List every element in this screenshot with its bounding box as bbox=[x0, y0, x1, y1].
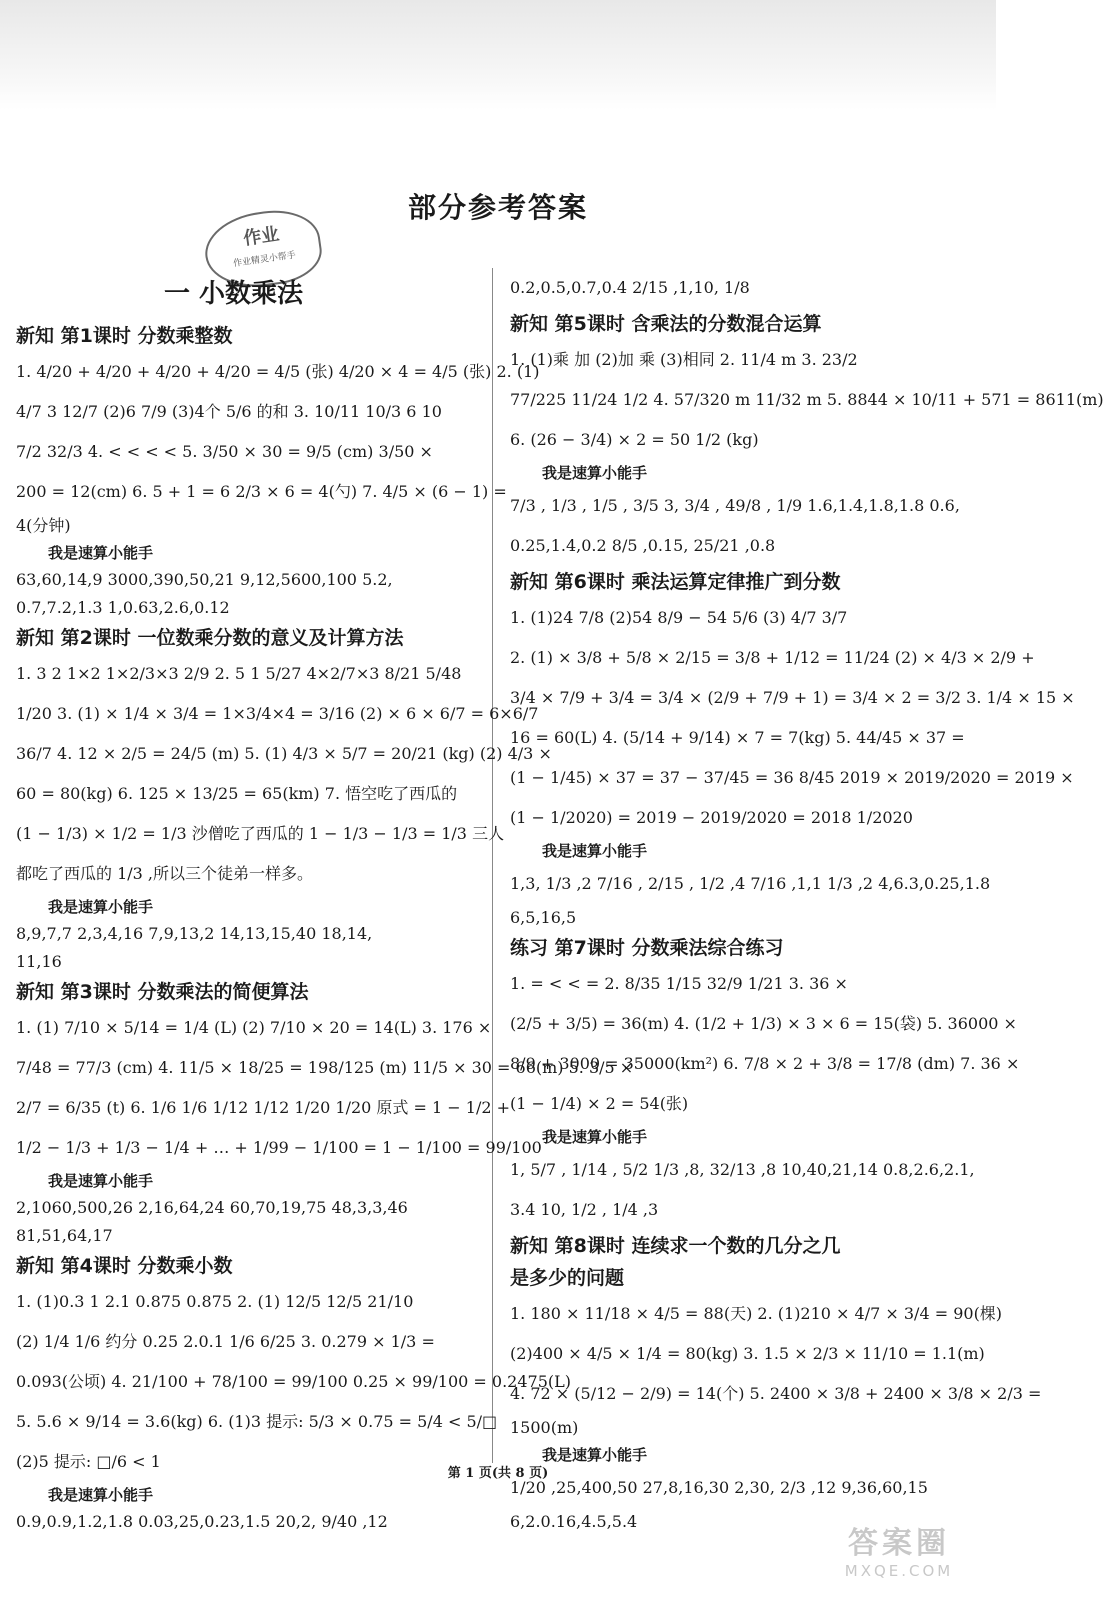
page-title: 部分参考答案 bbox=[407, 191, 588, 224]
answer-line: 1. (1)乘 加 (2)加 乘 (3)相同 2. 11/4 m 3. 23/2 bbox=[510, 350, 858, 369]
answer-line: 0.25,1.4,0.2 8/5 ,0.15, 25/21 ,0.8 bbox=[510, 536, 776, 555]
answer-line: 4. 72 × (5/12 − 2/9) = 14(个) 5. 2400 × 3/8 + 2400 × 3/8 × 2/3 = bbox=[510, 1384, 1042, 1403]
practice-subheading: 我是速算小能手 bbox=[48, 544, 154, 562]
answer-line: 1. (1)0.3 1 2.1 0.875 0.875 2. (1) 12/5 12/5 21/10 bbox=[16, 1292, 414, 1311]
site-watermark bbox=[824, 1518, 974, 1582]
answer-line: 2. (1) × 3/8 + 5/8 × 2/15 = 3/8 + 1/12 = 11/24 (2) × 4/3 × 2/9 + bbox=[510, 648, 1035, 667]
answer-line: 6. (26 − 3/4) × 2 = 50 1/2 (kg) bbox=[510, 430, 759, 449]
answer-line: (1 − 1/45) × 37 = 37 − 37/45 = 36 8/45 2019 × 2019/2020 = 2019 × bbox=[510, 768, 1074, 787]
lesson-heading: 新知 第1课时 分数乘整数 bbox=[16, 325, 233, 347]
answer-line: 1. (1)24 7/8 (2)54 8/9 − 54 5/6 (3) 4/7 3/7 bbox=[510, 608, 848, 627]
answer-line: 6,2.0.16,4.5,5.4 bbox=[510, 1512, 638, 1531]
answer-line: 60 = 80(kg) 6. 125 × 13/25 = 65(km) 7. 悟空吃了西瓜的 bbox=[16, 784, 458, 803]
answer-line: 1/2 − 1/3 + 1/3 − 1/4 + … + 1/99 − 1/100 = 1 − 1/100 = 99/100 bbox=[16, 1138, 542, 1157]
answer-line: (2)5 提示: □/6 < 1 bbox=[16, 1452, 161, 1471]
answer-line: (2)400 × 4/5 × 1/4 = 80(kg) 3. 1.5 × 2/3 × 11/10 = 1.1(m) bbox=[510, 1344, 985, 1363]
answer-line: 16 = 60(L) 4. (5/14 + 9/14) × 7 = 7(kg) 5. 44/45 × 37 = bbox=[510, 728, 965, 747]
answer-line: 1,3, 1/3 ,2 7/16 , 2/15 , 1/2 ,4 7/16 ,1,1 1/3 ,2 4,6.3,0.25,1.8 bbox=[510, 874, 991, 893]
answer-line: 1. 4/20 + 4/20 + 4/20 + 4/20 = 4/5 (张) 4/20 × 4 = 4/5 (张) 2. (1) bbox=[16, 362, 540, 381]
answer-line: 1/20 ,25,400,50 27,8,16,30 2,30, 2/3 ,12 9,36,60,15 bbox=[510, 1478, 928, 1497]
answer-line: 4/7 3 12/7 (2)6 7/9 (3)4个 5/6 的和 3. 10/11 10/3 6 10 bbox=[16, 402, 442, 421]
answer-line: 0.093(公顷) 4. 21/100 + 78/100 = 99/100 0.25 × 99/100 = 0.2475(L) bbox=[16, 1372, 572, 1391]
answer-line: 0.2,0.5,0.7,0.4 2/15 ,1,10, 1/8 bbox=[510, 278, 750, 297]
answer-line: (2/5 + 3/5) = 36(m) 4. (1/2 + 1/3) × 3 × 6 = 15(袋) 5. 36000 × bbox=[510, 1014, 1017, 1033]
answer-line: 63,60,14,9 3000,390,50,21 9,12,5600,100 5.2, bbox=[16, 570, 393, 589]
lesson-heading: 新知 第3课时 分数乘法的简便算法 bbox=[16, 981, 309, 1003]
lesson-heading: 练习 第7课时 分数乘法综合练习 bbox=[510, 937, 784, 959]
right-answer-blocks bbox=[510, 268, 1104, 1536]
answer-line: 81,51,64,17 bbox=[16, 1226, 113, 1245]
lesson-heading: 新知 第5课时 含乘法的分数混合运算 bbox=[510, 313, 822, 335]
answer-line: 77/225 11/24 1/2 4. 57/320 m 11/32 m 5. 8844 × 10/11 + 571 = 8611(m) bbox=[510, 390, 1104, 409]
answer-line: 11,16 bbox=[16, 952, 62, 971]
answer-line: 7/2 32/3 4. < < < < 5. 3/50 × 30 = 9/5 (cm) 3/50 × bbox=[16, 442, 433, 461]
practice-subheading: 我是速算小能手 bbox=[542, 1128, 648, 1146]
answer-line: 7/48 = 77/3 (cm) 4. 11/5 × 18/25 = 198/125 (m) 11/5 × 30 = 66(m) 5. 3/5 × bbox=[16, 1058, 634, 1077]
answer-line: 5. 5.6 × 9/14 = 3.6(kg) 6. (1)3 提示: 5/3 × 0.75 = 5/4 < 5/□ bbox=[16, 1412, 498, 1431]
lesson-heading: 新知 第4课时 分数乘小数 bbox=[16, 1255, 233, 1277]
lesson-heading: 是多少的问题 bbox=[510, 1267, 625, 1289]
practice-subheading: 我是速算小能手 bbox=[542, 1446, 648, 1464]
stamp-subtitle: 作业精灵小帮手 bbox=[232, 250, 297, 270]
answer-line: (2) 1/4 1/6 约分 0.25 2.0.1 1/6 6/25 3. 0.279 × 1/3 = bbox=[16, 1332, 435, 1351]
lesson-heading: 新知 第8课时 连续求一个数的几分之几 bbox=[510, 1235, 841, 1257]
watermark-logo: 答案圈 bbox=[848, 1526, 950, 1561]
answer-line: 1. = < < = 2. 8/35 1/15 32/9 1/21 3. 36 × bbox=[510, 974, 848, 993]
column-divider bbox=[492, 268, 493, 1463]
answer-line: 36/7 4. 12 × 2/5 = 24/5 (m) 5. (1) 4/3 × 5/7 = 20/21 (kg) (2) 4/3 × bbox=[16, 744, 552, 763]
answer-line: 1500(m) bbox=[510, 1418, 579, 1437]
answer-line: 0.7,7.2,1.3 1,0.63,2.6,0.12 bbox=[16, 598, 230, 617]
practice-subheading: 我是速算小能手 bbox=[542, 464, 648, 482]
answer-line: 7/3 , 1/3 , 1/5 , 3/5 3, 3/4 , 49/8 , 1/9 1.6,1.4,1.8,1.8 0.6, bbox=[510, 496, 960, 515]
lesson-heading: 新知 第2课时 一位数乘分数的意义及计算方法 bbox=[16, 627, 404, 649]
lesson-heading: 新知 第6课时 乘法运算定律推广到分数 bbox=[510, 571, 841, 593]
answer-line: 8,9,7,7 2,3,4,16 7,9,13,2 14,13,15,40 18,14, bbox=[16, 924, 373, 943]
answer-line: 4(分钟) bbox=[16, 516, 71, 535]
answer-line: 0.9,0.9,1.2,1.8 0.03,25,0.23,1.5 20,2, 9/40 ,12 bbox=[16, 1512, 388, 1531]
answer-line: 200 = 12(cm) 6. 5 + 1 = 6 2/3 × 6 = 4(勺) 7. 4/5 × (6 − 1) = bbox=[16, 482, 507, 501]
practice-subheading: 我是速算小能手 bbox=[542, 842, 648, 860]
stamp-title: 作业 bbox=[241, 223, 281, 250]
right-column bbox=[510, 268, 1104, 1536]
practice-subheading: 我是速算小能手 bbox=[48, 898, 154, 916]
answer-line: 都吃了西瓜的 1/3 ,所以三个徒弟一样多。 bbox=[16, 864, 314, 883]
page-number: 第 1 页(共 8 页) bbox=[447, 1466, 549, 1481]
answer-line: 1. 180 × 11/18 × 4/5 = 88(天) 2. (1)210 × 4/7 × 3/4 = 90(棵) bbox=[510, 1304, 1003, 1323]
answer-line: (1 − 1/3) × 1/2 = 1/3 沙僧吃了西瓜的 1 − 1/3 − 1/3 = 1/3 三人 bbox=[16, 824, 505, 843]
answer-line: 8/9 + 3000 = 35000(km²) 6. 7/8 × 2 + 3/8 = 17/8 (dm) 7. 36 × bbox=[510, 1054, 1020, 1073]
practice-subheading: 我是速算小能手 bbox=[48, 1172, 154, 1190]
answer-line: 1, 5/7 , 1/14 , 5/2 1/3 ,8, 32/13 ,8 10,40,21,14 0.8,2.6,2.1, bbox=[510, 1160, 975, 1179]
answer-line: 3.4 10, 1/2 , 1/4 ,3 bbox=[510, 1200, 659, 1219]
answer-line: 1. (1) 7/10 × 5/14 = 1/4 (L) (2) 7/10 × 20 = 14(L) 3. 176 × bbox=[16, 1018, 492, 1037]
answer-line: 2,1060,500,26 2,16,64,24 60,70,19,75 48,3,3,46 bbox=[16, 1198, 408, 1217]
answer-line: 1/20 3. (1) × 1/4 × 3/4 = 1×3/4×4 = 3/16 (2) × 6 × 6/7 = 6×6/7 bbox=[16, 704, 539, 723]
answer-line: (1 − 1/4) × 2 = 54(张) bbox=[510, 1094, 689, 1113]
answer-line: (1 − 1/2020) = 2019 − 2019/2020 = 2018 1/2020 bbox=[510, 808, 913, 827]
page-header-band bbox=[0, 0, 996, 110]
answer-line: 6,5,16,5 bbox=[510, 908, 577, 927]
watermark-url: MXQE.COM bbox=[844, 1562, 954, 1580]
practice-subheading: 我是速算小能手 bbox=[48, 1486, 154, 1504]
unit-title: 一 小数乘法 bbox=[164, 279, 304, 309]
answer-line: 2/7 = 6/35 (t) 6. 1/6 1/6 1/12 1/12 1/20 1/20 原式 = 1 − 1/2 + bbox=[16, 1098, 511, 1117]
answer-line: 1. 3 2 1×2 1×2/3×3 2/9 2. 5 1 5/27 4×2/7×3 8/21 5/48 bbox=[16, 664, 462, 683]
answer-line: 3/4 × 7/9 + 3/4 = 3/4 × (2/9 + 7/9 + 1) = 3/4 × 2 = 3/2 3. 1/4 × 15 × bbox=[510, 688, 1075, 707]
